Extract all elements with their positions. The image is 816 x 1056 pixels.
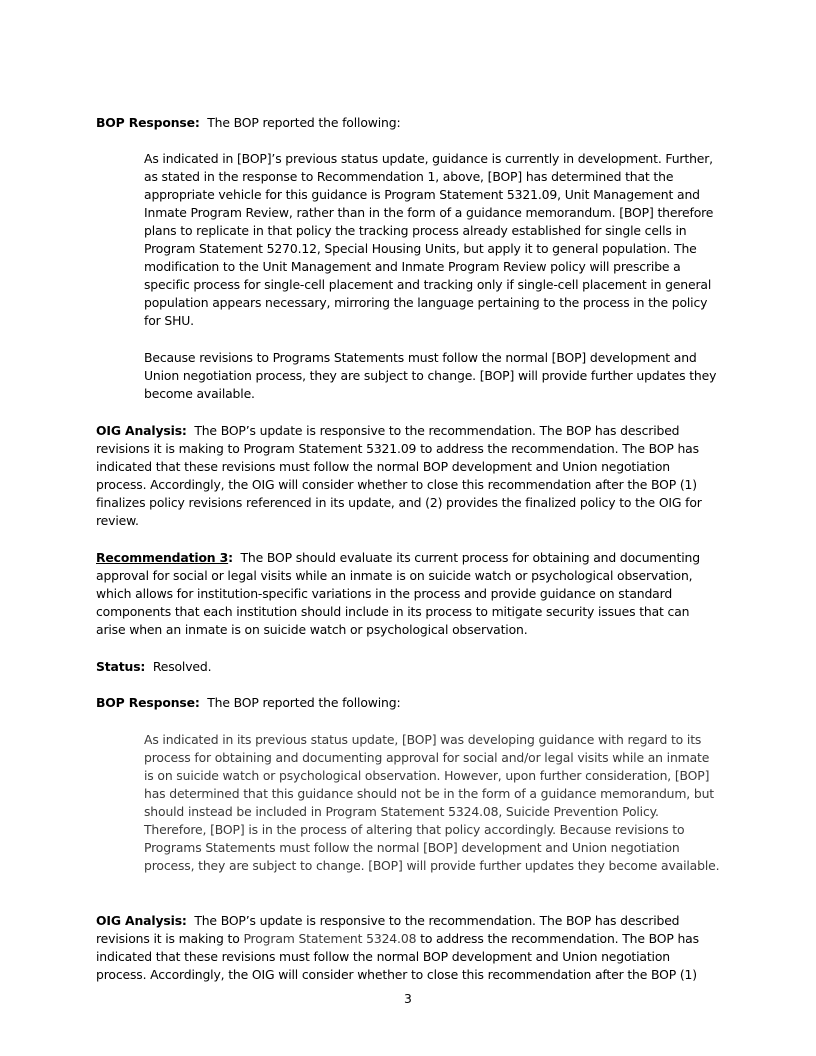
status-label: Status: (96, 659, 146, 674)
oig-analysis-label: OIG Analysis: (96, 913, 187, 928)
oig-analysis-text: The BOP’s update is responsive to the recommendation. The BOP has described revisions it is making to Program Statement 5321.09 to address the recommendation. The BOP has indicated that these revisions must follow the normal BOP development and Union negotiation process. Accordingly, the OIG will consider whether to close this recommendation after the BOP (1) finalizes policy revisions referenced in its update, and (2) provides the finalized policy to the OIG for review. (96, 423, 702, 528)
oig-analysis-label: OIG Analysis: (96, 423, 187, 438)
bop-quote-1: As indicated in [BOP]’s previous status update, guidance is currently in development. Further, as stated in the response to Recommendation 1, above, [BOP] has determined that the appropriate vehicle for this guidance is Program Statement 5321.09, Unit Management and Inmate Program Review, rather than in the form of a guidance memorandum. [BOP] therefore plans to replicate in that policy the tracking process already established for single cells in Program Statement 5270.12, Special Housing Units, but apply it to general population. The modification to the Unit Management and Inmate Program Review policy will prescribe a specific process for single-cell placement and tracking only if single-cell placement in general population appears necessary, mirroring the language pertaining to the process in the policy for SHU. (144, 151, 714, 328)
oig-analysis-text-a: The BOP’s update is responsive to the recommendation. The BOP has described revisions it is making to (96, 913, 680, 946)
bop-quote-3: As indicated in its previous status update, [BOP] was developing guidance with regard to its process for obtaining and documenting approval for social and/or legal visits while an inmate is on suicide watch or psychological observation. However, upon further consideration, [BOP] has determined that this guidance should not be in the form of a guidance memorandum, but should instead be included in Program Statement 5324.08, Suicide Prevention Policy. Therefore, [BOP] is in the process of altering that policy accordingly. Because revisions to Programs Statements must follow the normal [BOP] development and Union negotiation process, they are subject to change. [BOP] will provide further updates they become available. (144, 732, 720, 873)
bop-quote-2: Because revisions to Programs Statements must follow the normal [BOP] development and Union negotiation process, they are subject to change. [BOP] will provide further updates they become available. (144, 350, 717, 401)
oig-analysis-text-c: to address the recommendation. The BOP has indicated that these revisions must follow the normal BOP development and Union negotiation process. Accordingly, the OIG will consider whether to close this recommendation after the BOP (1) (96, 931, 699, 982)
recommendation-3 (96, 549, 720, 639)
bop-response-label: BOP Response: (96, 695, 200, 710)
bop-response-text: The BOP reported the following: (207, 695, 401, 710)
oig-analysis-1 (96, 422, 720, 530)
bop-response-1 (96, 114, 720, 132)
bop-response-text: The BOP reported the following: (207, 115, 401, 130)
page-number: 3 (404, 991, 412, 1006)
status-line (96, 658, 720, 676)
oig-analysis-2 (96, 912, 720, 984)
recommendation-label: Recommendation 3: (96, 550, 233, 565)
program-statement-ref: Program Statement 5324.08 (243, 931, 417, 946)
bop-response-2 (96, 694, 720, 712)
bop-response-label: BOP Response: (96, 115, 200, 130)
status-value: Resolved. (152, 659, 212, 674)
recommendation-text: The BOP should evaluate its current process for obtaining and documenting approval for social or legal visits while an inmate is on suicide watch or psychological observation, which allows for institution-specific variations in the process and provide guidance on standard components that each institution should include in its process to mitigate security issues that can arise when an inmate is on suicide watch or psychological observation. (96, 550, 700, 637)
